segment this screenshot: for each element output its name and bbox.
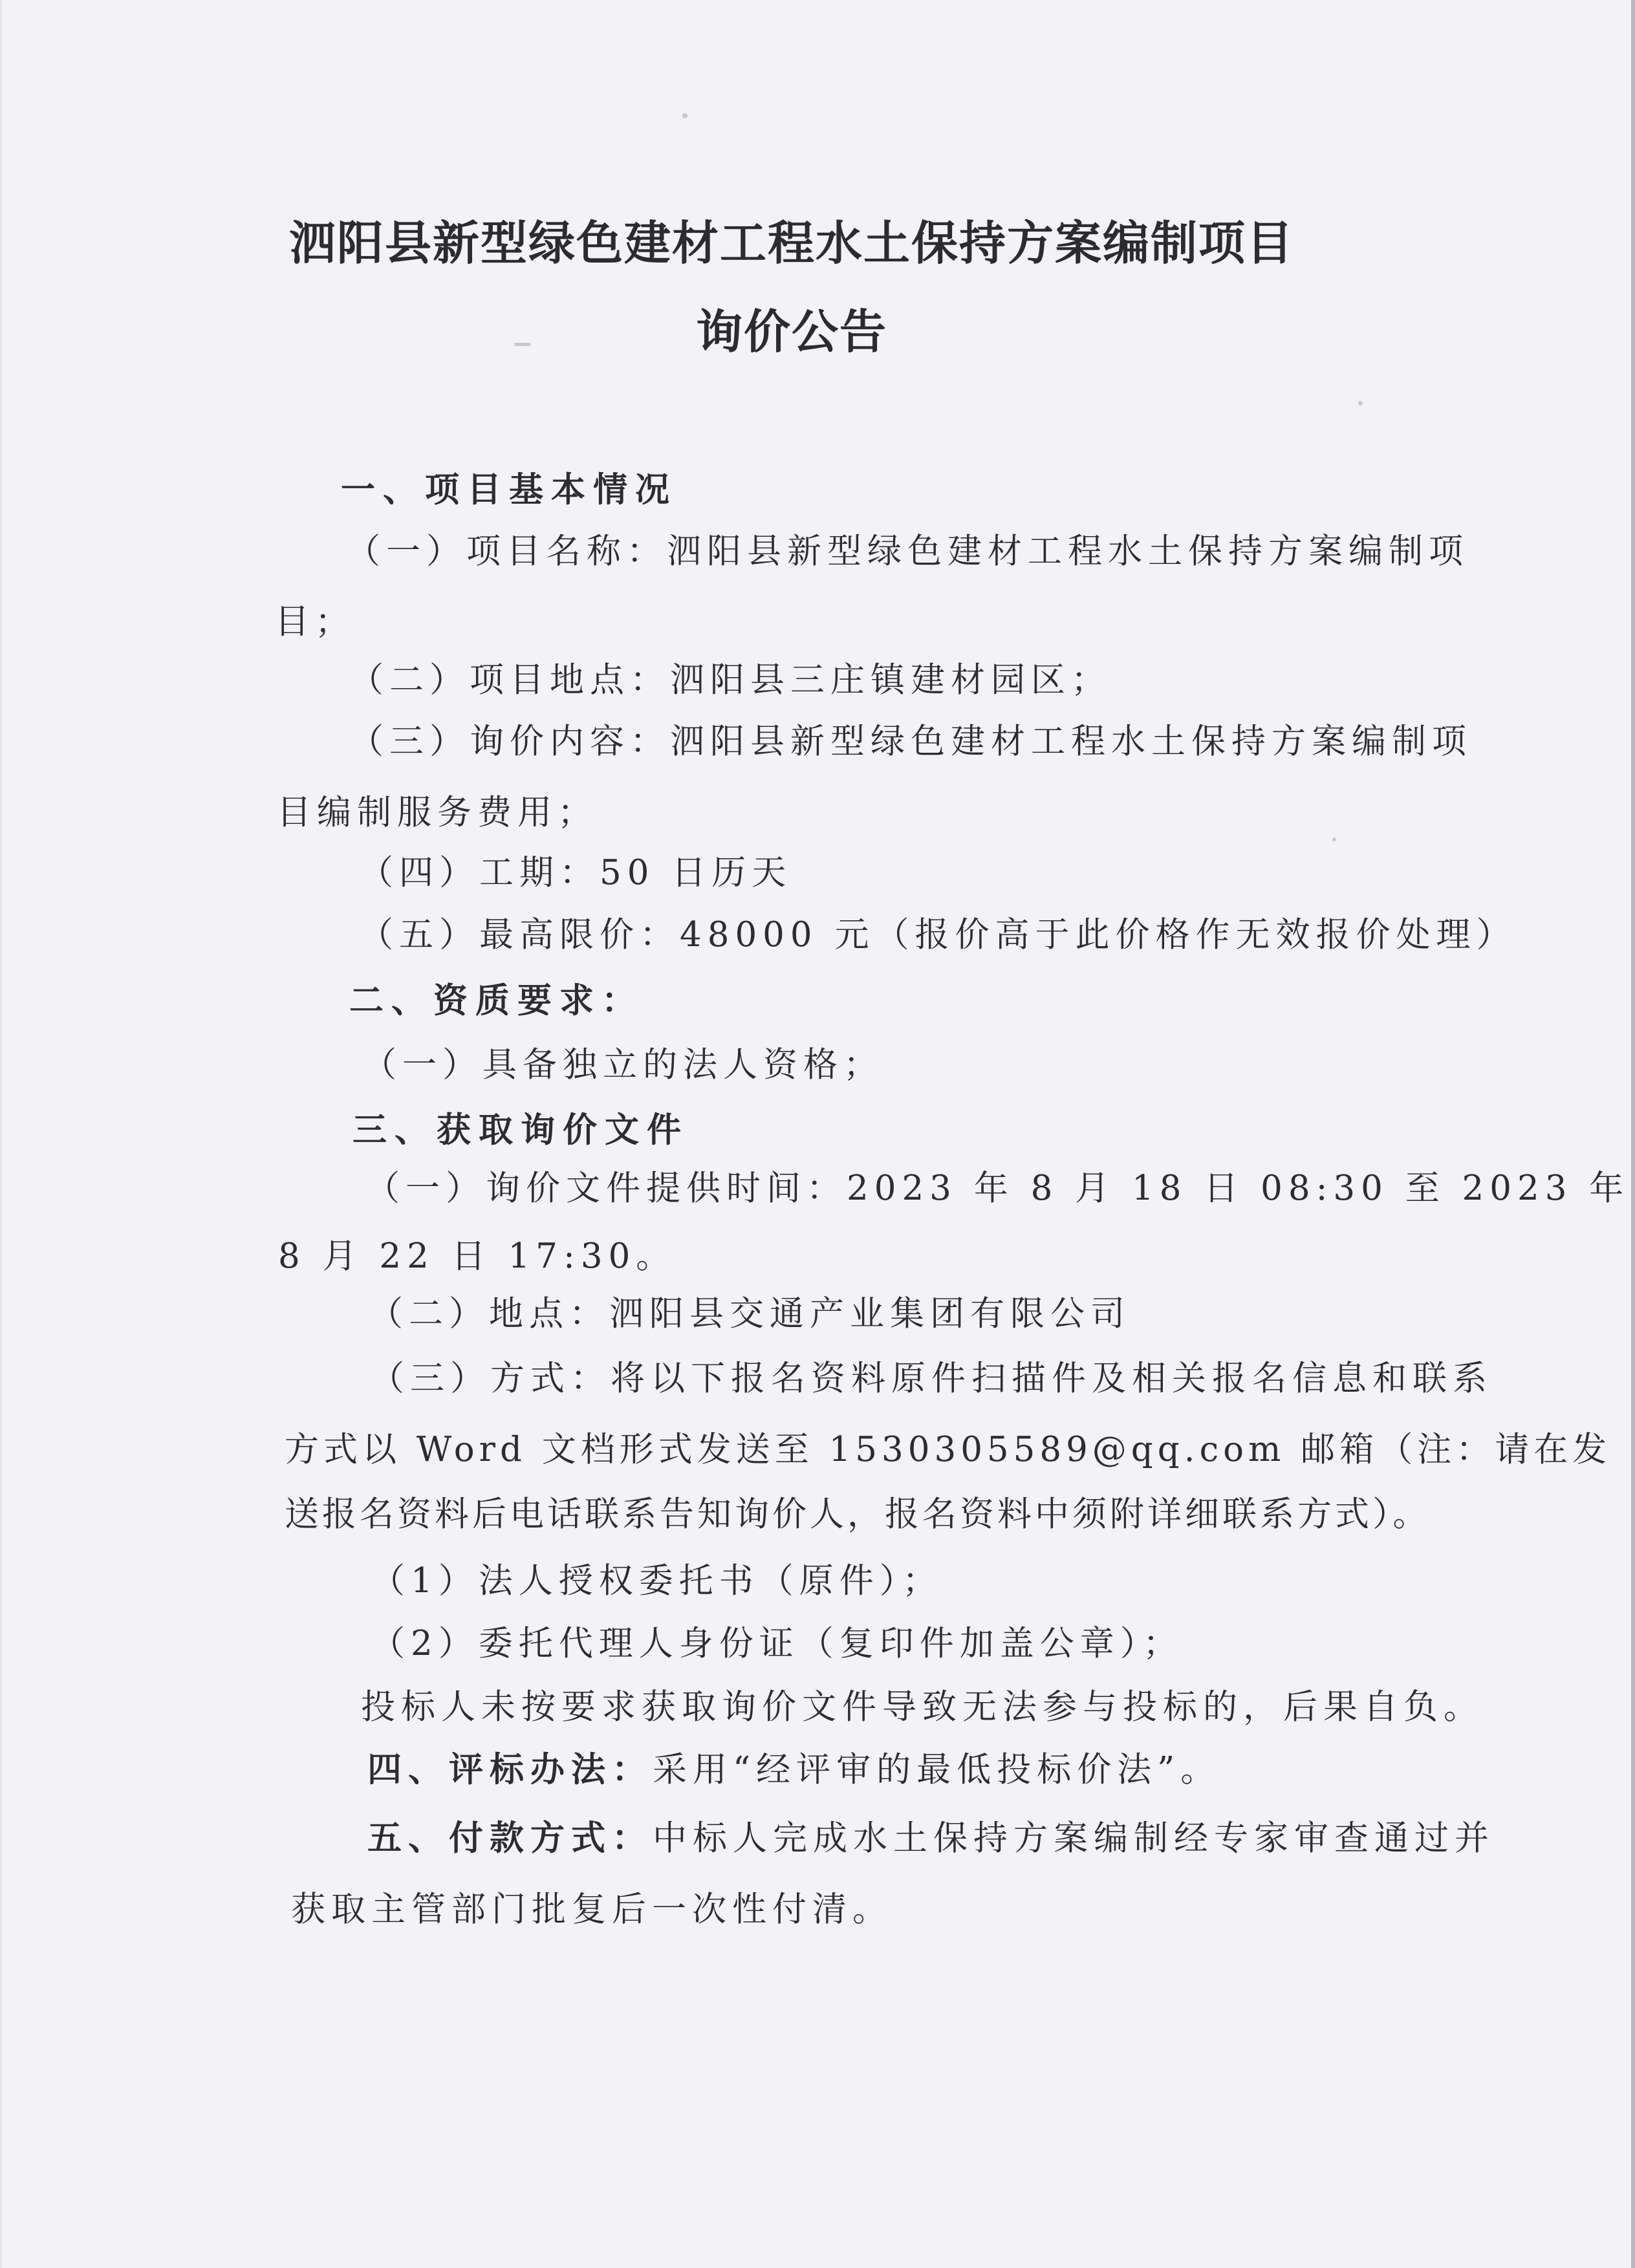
section1-item3-line1: （三）询价内容：泗阳县新型绿色建材工程水土保持方案编制项 — [349, 722, 1472, 761]
section3-item2: （二）地点：泗阳县交通产业集团有限公司 — [369, 1294, 1131, 1334]
section1-item5: （五）最高限价：48000 元（报价高于此价格作无效报价处理） — [359, 915, 1517, 955]
scan-speck — [682, 113, 688, 118]
section1-heading: 一、项目基本情况 — [341, 470, 677, 510]
section5-text-line1: 中标人完成水土保持方案编制经专家审查通过并 — [653, 1819, 1495, 1858]
section3-item3-line3: 送报名资料后电话联系告知询价人，报名资料中须附详细联系方式）。 — [285, 1495, 1431, 1534]
section1-item4: （四）工期：50 日历天 — [359, 853, 792, 892]
section4-line — [367, 1747, 1220, 1793]
scan-speck — [1358, 401, 1363, 405]
section3-item3-line2: 方式以 Word 文档形式发送至 1530305589@qq.com 邮箱（注：请在发 — [285, 1430, 1612, 1469]
section5-text-line2: 获取主管部门批复后一次性付清。 — [291, 1890, 893, 1929]
section3-item1-line2: 8 月 22 日 17:30。 — [278, 1237, 677, 1276]
section1-item1-line1: （一）项目名称：泗阳县新型绿色建材工程水土保持方案编制项 — [346, 532, 1469, 571]
section3-item3-line1: （三）方式：将以下报名资料原件扫描件及相关报名信息和联系 — [370, 1359, 1493, 1398]
document-title-line2: 询价公告 — [695, 305, 887, 359]
section3-item1-line1: （一）询价文件提供时间：2023 年 8 月 18 日 08:30 至 2023 年 — [365, 1169, 1630, 1208]
section1-item3-line2: 目编制服务费用； — [277, 793, 598, 832]
section1-item2: （二）项目地点：泗阳县三庄镇建材园区； — [349, 660, 1111, 700]
scan-edge-right — [1631, 0, 1635, 2268]
section5-heading: 五、付款方式： — [367, 1819, 653, 1858]
section4-text: 采用“经评审的最低投标价法”。 — [653, 1750, 1221, 1789]
section3-note: 投标人未按要求获取询价文件导致无法参与投标的，后果自负。 — [361, 1687, 1484, 1727]
section3-sub2: （2）委托代理人身份证（复印件加盖公章）； — [371, 1624, 1184, 1663]
section5-line1 — [367, 1816, 1495, 1861]
section4-heading: 四、评标办法： — [367, 1750, 653, 1789]
section1-item1-line2: 目； — [275, 602, 355, 642]
section3-heading: 三、获取询价文件 — [352, 1110, 689, 1150]
scan-speck — [1332, 837, 1336, 841]
section2-item1: （一）具备独立的法人资格； — [362, 1045, 883, 1085]
document-title-line1: 泗阳县新型绿色建材工程水土保持方案编制项目 — [288, 216, 1294, 270]
section3-sub1: （1）法人授权委托书（原件）； — [371, 1561, 943, 1601]
section2-heading: 二、资质要求： — [349, 981, 644, 1021]
